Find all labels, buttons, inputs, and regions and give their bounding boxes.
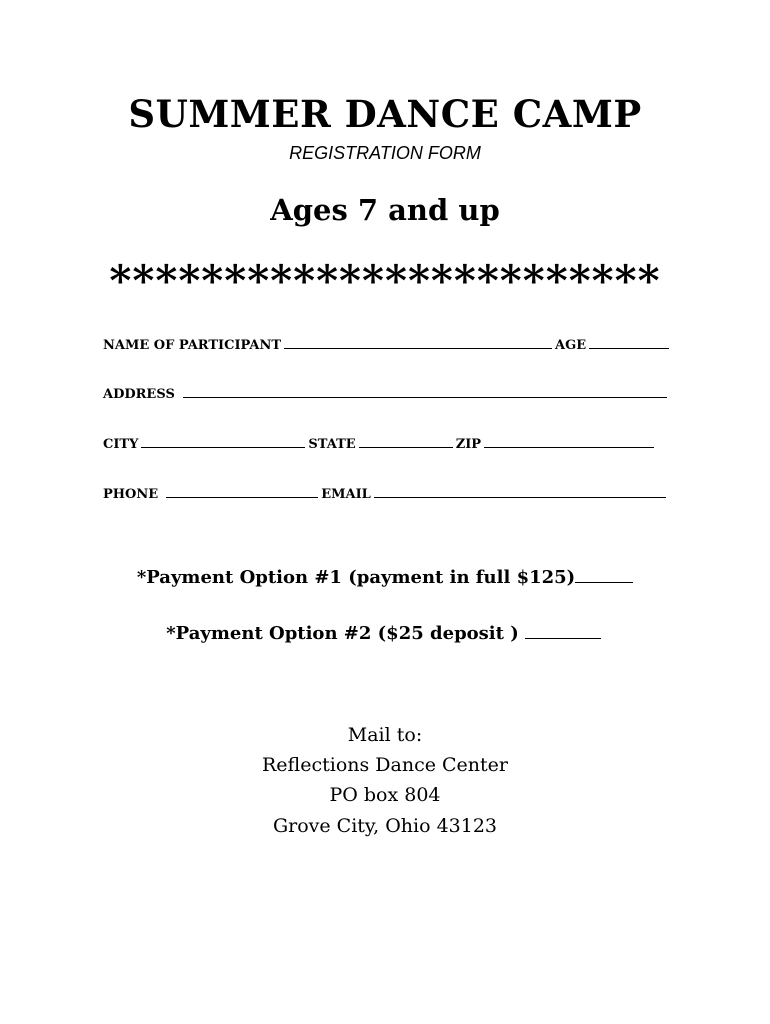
payment-option-1-label: *Payment Option #1 (payment in full $125) bbox=[136, 567, 576, 588]
city-row bbox=[103, 435, 673, 452]
address-row bbox=[103, 385, 673, 402]
mail-to-heading: Mail to: bbox=[347, 724, 423, 746]
age-requirement: Ages 7 and up bbox=[270, 193, 500, 227]
state-label: STATE bbox=[308, 437, 356, 452]
payment-option-2 bbox=[0, 622, 770, 644]
mail-recipient: Reflections Dance Center bbox=[262, 754, 508, 776]
address-label: ADDRESS bbox=[103, 387, 175, 402]
city-label: CITY bbox=[103, 437, 139, 452]
age-label: AGE bbox=[555, 338, 587, 353]
phone-field[interactable] bbox=[166, 485, 318, 498]
payment-option-2-field[interactable] bbox=[525, 622, 601, 639]
payment-option-1 bbox=[0, 566, 770, 588]
participant-row bbox=[103, 336, 673, 353]
mail-po-box: PO box 804 bbox=[329, 784, 441, 806]
zip-field[interactable] bbox=[484, 435, 654, 448]
zip-label: ZIP bbox=[455, 437, 482, 452]
asterisk-divider: ************************ bbox=[109, 256, 661, 305]
email-field[interactable] bbox=[374, 485, 666, 498]
age-field[interactable] bbox=[589, 336, 669, 349]
email-label: EMAIL bbox=[321, 487, 371, 502]
payment-option-2-label: *Payment Option #2 ($25 deposit ) bbox=[166, 623, 519, 644]
phone-label: PHONE bbox=[103, 487, 159, 502]
city-field[interactable] bbox=[141, 435, 305, 448]
name-label: NAME OF PARTICIPANT bbox=[103, 338, 282, 353]
form-subtitle: REGISTRATION FORM bbox=[289, 143, 481, 163]
phone-row bbox=[103, 485, 673, 502]
form-title: SUMMER DANCE CAMP bbox=[128, 92, 642, 136]
mail-city-state-zip: Grove City, Ohio 43123 bbox=[272, 815, 498, 837]
payment-option-1-field[interactable] bbox=[575, 566, 633, 583]
name-field[interactable] bbox=[284, 336, 552, 349]
address-field[interactable] bbox=[183, 385, 667, 398]
state-field[interactable] bbox=[359, 435, 453, 448]
